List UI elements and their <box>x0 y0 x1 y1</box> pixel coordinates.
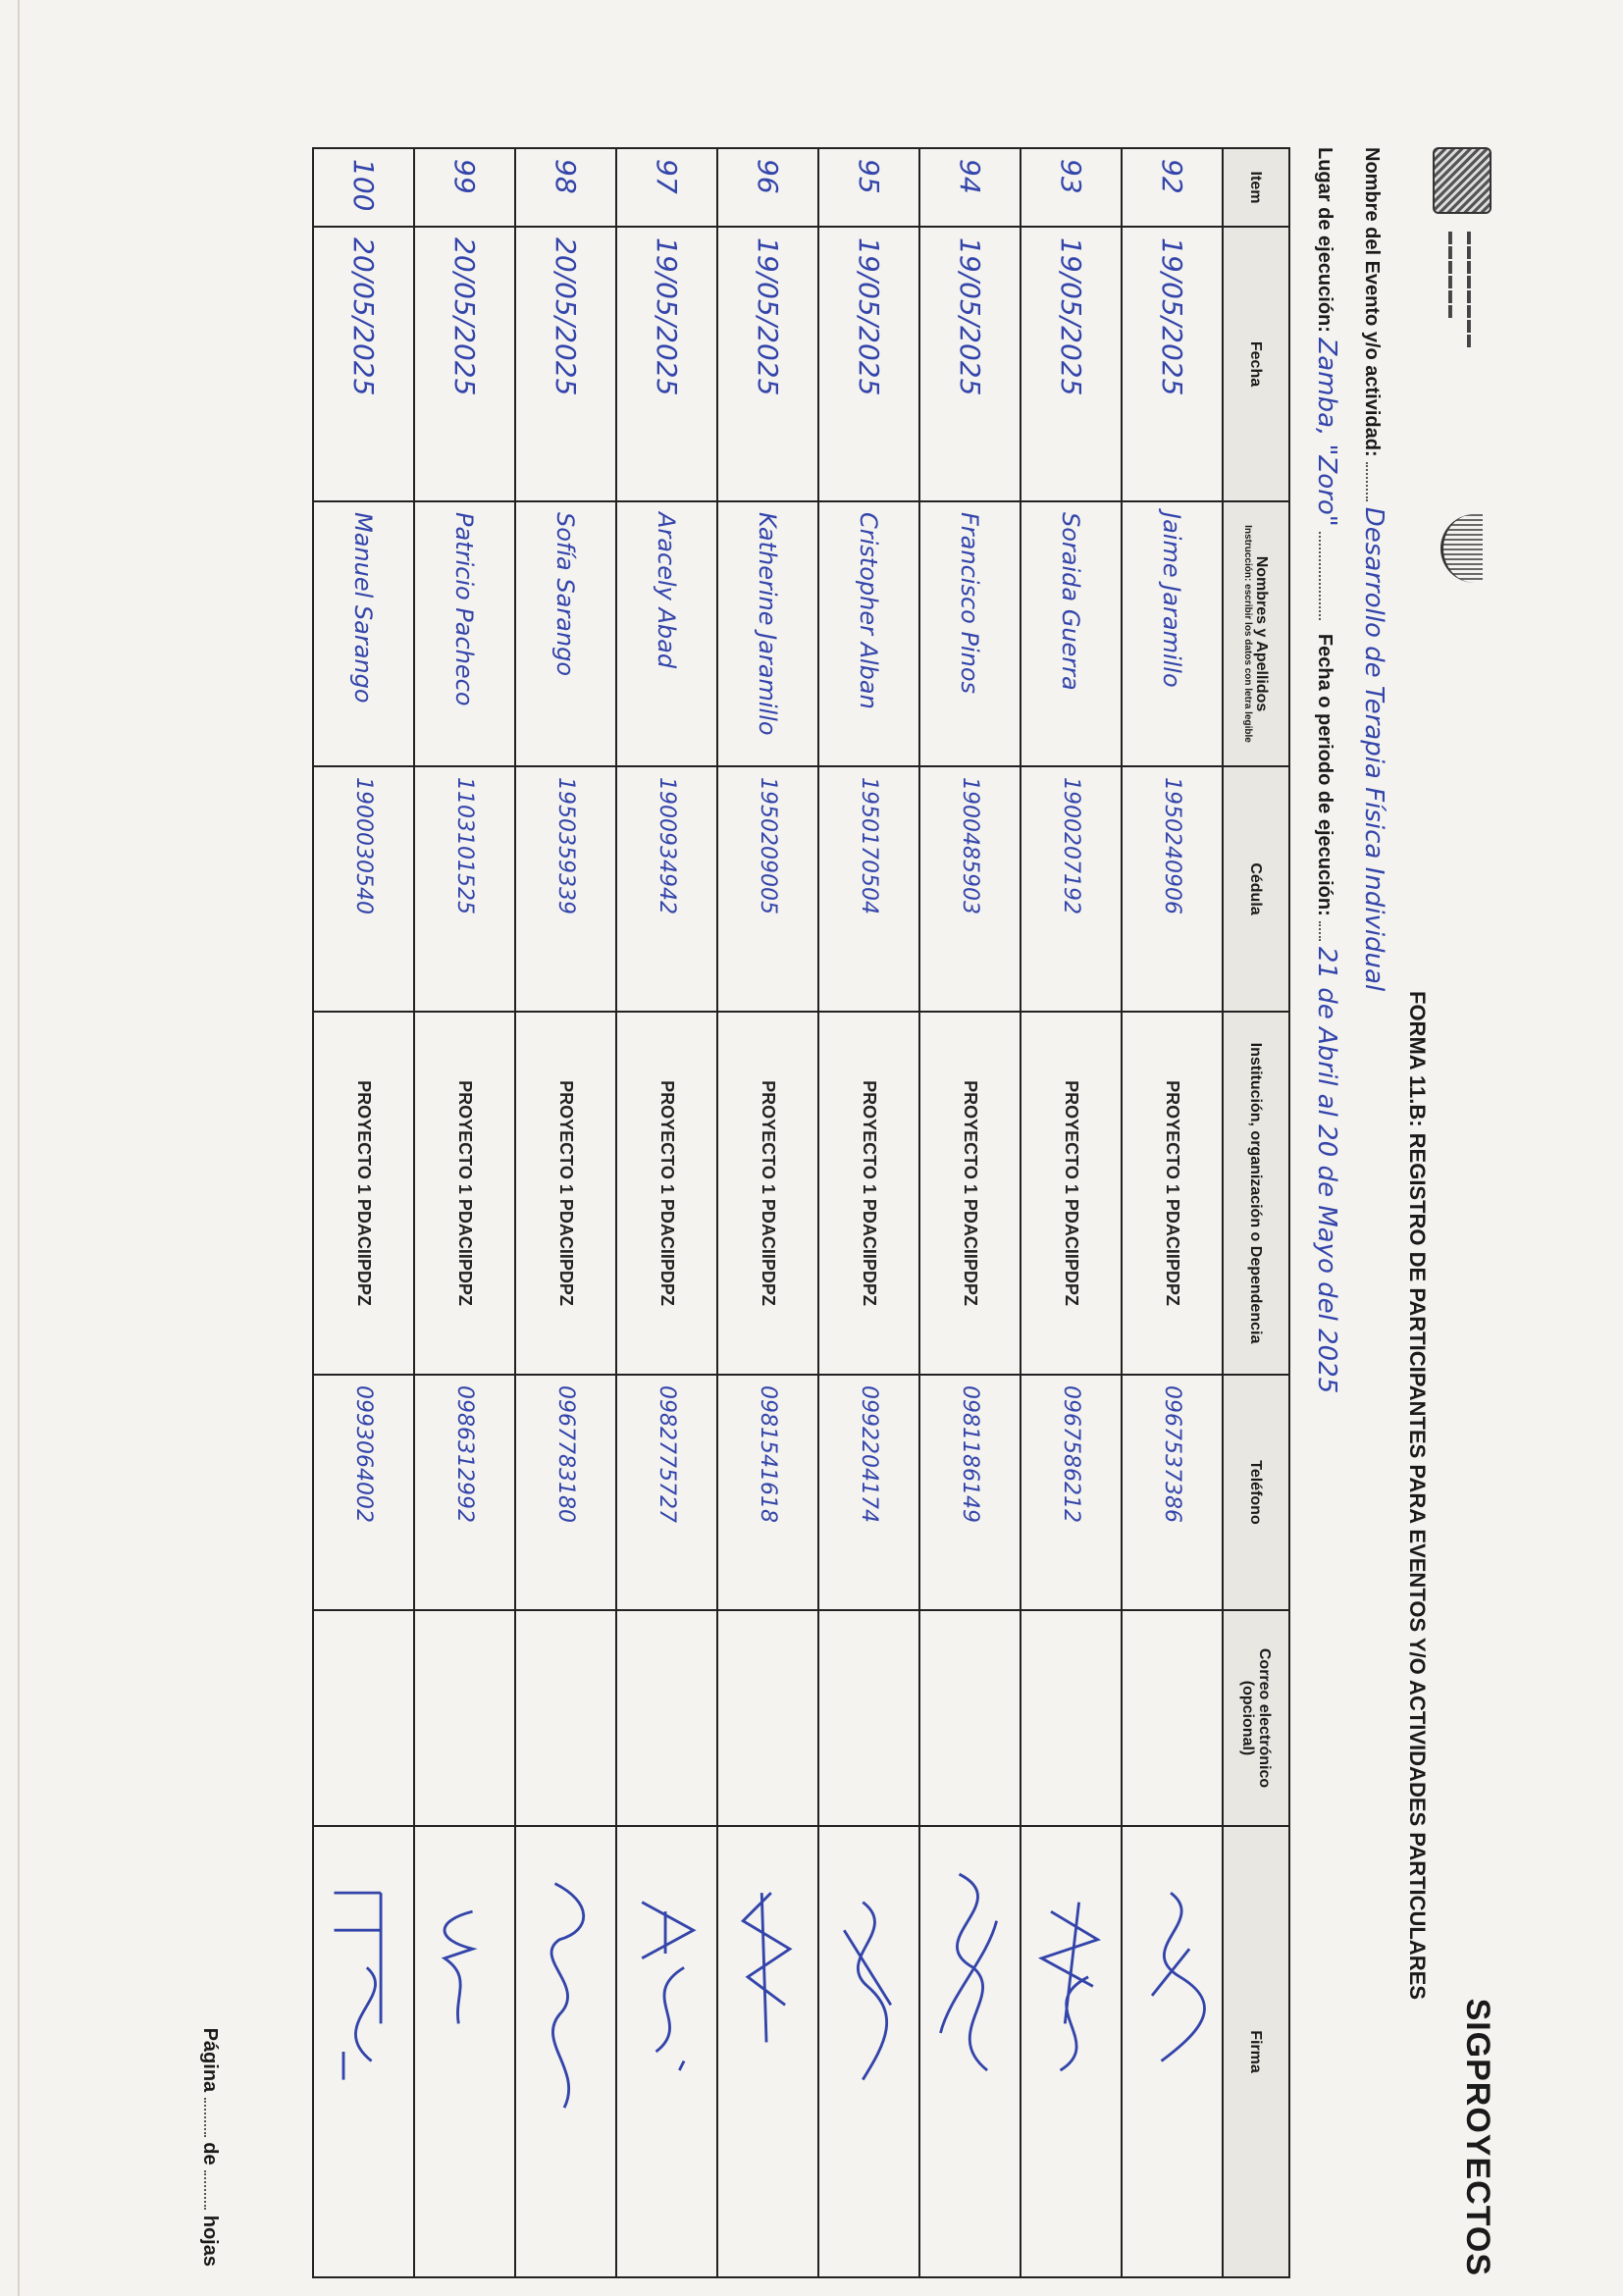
cell-firma <box>1122 1826 1223 2277</box>
cell-fecha: 20/05/2025 <box>313 227 414 501</box>
cell-nombre: Jaime Jaramillo <box>1122 501 1223 766</box>
col-header-firma: Firma <box>1223 1826 1289 2277</box>
table-row <box>717 148 818 2277</box>
signature-mark <box>417 1837 513 2267</box>
cell-item: 98 <box>515 148 616 227</box>
signature-mark <box>316 1837 412 2267</box>
cell-institucion: PROYECTO 1 PDACIIPDPZ <box>1122 1012 1223 1375</box>
cell-item: 100 <box>313 148 414 227</box>
cell-fecha: 19/05/2025 <box>1021 227 1122 501</box>
cell-correo <box>1122 1610 1223 1826</box>
place-label: Lugar de ejecución: <box>1314 147 1335 333</box>
signature-mark <box>1023 1837 1120 2267</box>
event-name-label: Nombre del Evento y/o actividad: <box>1361 147 1383 457</box>
cell-firma <box>414 1826 515 2277</box>
cell-telefono: 0967586212 <box>1021 1375 1122 1610</box>
col-header-cedula: Cédula <box>1223 766 1289 1012</box>
scan-edge <box>18 0 20 2296</box>
cell-item: 97 <box>616 148 717 227</box>
government-seal <box>1441 514 1484 583</box>
signature-mark <box>619 1837 715 2267</box>
cell-telefono: 0986312992 <box>414 1375 515 1610</box>
signature-mark <box>922 1837 1019 2267</box>
form-sheet <box>191 147 1496 2286</box>
signature-mark <box>518 1837 614 2267</box>
cell-nombre: Patricio Pacheco <box>414 501 515 766</box>
event-name-line <box>1359 147 1388 991</box>
header-logos <box>1428 147 1496 657</box>
participants-table <box>312 147 1290 2278</box>
cell-cedula: 1950359339 <box>515 766 616 1012</box>
cell-firma <box>818 1826 919 2277</box>
cell-telefono: 0981541618 <box>717 1375 818 1610</box>
table-row <box>818 148 919 2277</box>
cell-fecha: 19/05/2025 <box>1122 227 1223 501</box>
cell-cedula: 1950209005 <box>717 766 818 1012</box>
page-counter <box>198 2028 221 2267</box>
cell-item: 99 <box>414 148 515 227</box>
cell-telefono: 0981186149 <box>919 1375 1021 1610</box>
cell-firma <box>313 1826 414 2277</box>
form-title: FORMA 11.B: REGISTRO DE PARTICIPANTES PARA EVENTOS Y/O ACTIVIDADES PARTICULARES <box>1405 991 1430 2000</box>
cell-telefono: 0967537386 <box>1122 1375 1223 1610</box>
cell-institucion: PROYECTO 1 PDACIIPDPZ <box>414 1012 515 1375</box>
cell-institucion: PROYECTO 1 PDACIIPDPZ <box>1021 1012 1122 1375</box>
cell-firma <box>515 1826 616 2277</box>
page-label: Página <box>199 2027 221 2093</box>
cell-institucion: PROYECTO 1 PDACIIPDPZ <box>919 1012 1021 1375</box>
cell-cedula: 1950240906 <box>1122 766 1223 1012</box>
col-header-nombres: Nombres y Apellidos Instrucción: escribir los datos con letra legible <box>1223 501 1289 766</box>
cell-nombre: Soraida Guerra <box>1021 501 1122 766</box>
cell-correo <box>1021 1610 1122 1826</box>
page-hojas-label: hojas <box>199 2215 221 2267</box>
cell-correo <box>313 1610 414 1826</box>
cell-correo <box>515 1610 616 1826</box>
table-row <box>919 148 1021 2277</box>
period-value: 21 de Abril al 20 de Mayo del 2025 <box>1312 946 1341 1394</box>
cell-cedula: 1103101525 <box>414 766 515 1012</box>
cell-cedula: 1900485903 <box>919 766 1021 1012</box>
cell-fecha: 20/05/2025 <box>515 227 616 501</box>
table-row <box>313 148 414 2277</box>
cell-correo <box>414 1610 515 1826</box>
col-header-fecha: Fecha <box>1223 227 1289 501</box>
cell-nombre: Sofía Sarango <box>515 501 616 766</box>
cell-telefono: 0982775727 <box>616 1375 717 1610</box>
cell-institucion: PROYECTO 1 PDACIIPDPZ <box>717 1012 818 1375</box>
cell-firma <box>717 1826 818 2277</box>
institution-logo <box>1433 147 1492 214</box>
signature-mark <box>821 1837 917 2267</box>
cell-institucion: PROYECTO 1 PDACIIPDPZ <box>818 1012 919 1375</box>
place-value: Zamba, "Zoro" <box>1312 338 1341 527</box>
cell-nombre: Aracely Abad <box>616 501 717 766</box>
cell-nombre: Francisco Pinos <box>919 501 1021 766</box>
page-of-label: de <box>199 2142 221 2166</box>
col-header-item: Item <box>1223 148 1289 227</box>
cell-correo <box>919 1610 1021 1826</box>
cell-fecha: 19/05/2025 <box>717 227 818 501</box>
table-row <box>515 148 616 2277</box>
table-row <box>1021 148 1122 2277</box>
cell-fecha: 19/05/2025 <box>616 227 717 501</box>
cell-telefono: 0993064002 <box>313 1375 414 1610</box>
cell-institucion: PROYECTO 1 PDACIIPDPZ <box>515 1012 616 1375</box>
signature-mark <box>1125 1837 1221 2267</box>
cell-nombre: Cristopher Alban <box>818 501 919 766</box>
cell-cedula: 1900030540 <box>313 766 414 1012</box>
cell-item: 92 <box>1122 148 1223 227</box>
cell-firma <box>919 1826 1021 2277</box>
table-row <box>1122 148 1223 2277</box>
cell-institucion: PROYECTO 1 PDACIIPDPZ <box>313 1012 414 1375</box>
cell-correo <box>818 1610 919 1826</box>
cell-fecha: 19/05/2025 <box>818 227 919 501</box>
cell-telefono: 0967783180 <box>515 1375 616 1610</box>
cell-firma <box>616 1826 717 2277</box>
cell-cedula: 1950170504 <box>818 766 919 1012</box>
cell-institucion: PROYECTO 1 PDACIIPDPZ <box>616 1012 717 1375</box>
cell-firma <box>1021 1826 1122 2277</box>
table-header-row <box>1223 148 1289 2277</box>
signature-mark <box>720 1837 816 2267</box>
col-header-telefono: Teléfono <box>1223 1375 1289 1610</box>
cell-nombre: Manuel Sarango <box>313 501 414 766</box>
cell-cedula: 1900207192 <box>1021 766 1122 1012</box>
cell-cedula: 1900934942 <box>616 766 717 1012</box>
cell-item: 96 <box>717 148 818 227</box>
cell-correo <box>717 1610 818 1826</box>
cell-item: 94 <box>919 148 1021 227</box>
table-row <box>616 148 717 2277</box>
cell-item: 95 <box>818 148 919 227</box>
cell-nombre: Katherine Jaramillo <box>717 501 818 766</box>
cell-item: 93 <box>1021 148 1122 227</box>
cell-telefono: 0992204174 <box>818 1375 919 1610</box>
cell-correo <box>616 1610 717 1826</box>
brand-title: SIGPROYECTOS <box>1459 1998 1496 2276</box>
cell-fecha: 19/05/2025 <box>919 227 1021 501</box>
table-row <box>414 148 515 2277</box>
col-header-correo: Correo electrónico (opcional) <box>1223 1610 1289 1826</box>
col-header-institucion: Institución, organización o Dependencia <box>1223 1012 1289 1375</box>
period-label: Fecha o periodo de ejecución: <box>1314 633 1335 916</box>
cell-fecha: 20/05/2025 <box>414 227 515 501</box>
place-period-line <box>1312 147 1341 1393</box>
institution-logo-text: ▬▬▬▬▬▬▬▬ ▬▬▬▬▬▬ <box>1445 232 1479 349</box>
event-name-value: Desarrollo de Terapia Física Individual <box>1359 506 1388 992</box>
